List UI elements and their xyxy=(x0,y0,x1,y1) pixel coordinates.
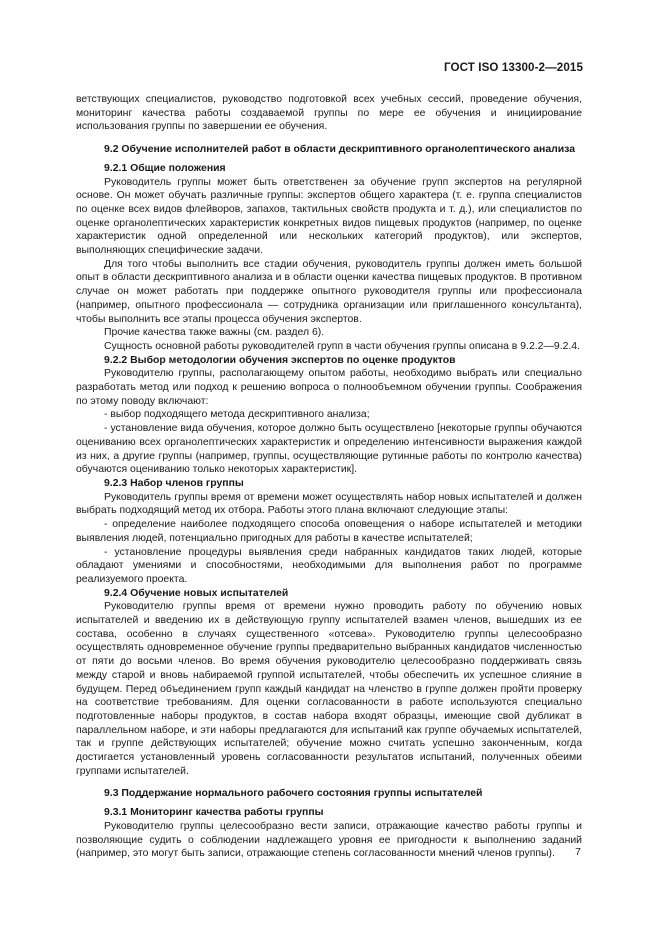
paragraph-9-2-1-c: Прочие качества также важны (см. раздел 6). xyxy=(104,327,325,339)
list-item-9-2-2-2: - установление вида обучения, которое должно быть осуществлено [некоторые группы обучаются оцениванию всех органолептических характеристик и определению интенсивности выражения каждой из них, а другие группы (например, группы, осуществляющие рутинные работы по контролю качества) обучаются оцениванию только некоторых характеристик]. xyxy=(76,423,582,476)
section-heading-9-2: 9.2 Обучение исполнителей работ в области дескриптивного органолептического анализа xyxy=(104,144,576,156)
paragraph-9-2-1-d: Сущность основной работы руководителей групп в части обучения группы описана в 9.2.2—9.2.4. xyxy=(104,340,581,352)
list-item-9-2-3-1: - определение наиболее подходящего способа оповещения о наборе испытателей и методики выявления людей, потенциально пригодных для работы в качестве испытателей; xyxy=(76,519,582,544)
subsection-heading-9-2-4: 9.2.4 Обучение новых испытателей xyxy=(104,587,289,599)
subsection-heading-9-2-1: 9.2.1 Общие положения xyxy=(104,162,226,174)
page-number: 7 xyxy=(575,846,581,858)
subsection-heading-9-3-1: 9.3.1 Мониторинг качества работы группы xyxy=(104,807,324,819)
paragraph-9-2-2-a: Руководителю группы, располагающему опытом работы, необходимо выбрать или специально разработать метод или подход к решению вопроса о полнообъемном обучении группы. Соображения по этому поводу включают: xyxy=(76,368,582,407)
document-body xyxy=(76,93,582,861)
paragraph-9-2-1-b: Для того чтобы выполнить все стадии обучения, руководитель группы должен иметь большой опыт в области дескриптивного анализа и в области оценки качества пищевых продуктов. В противном случае он может работать при поддержке опытного руководителя группы или профессионала (например, опытного профессионала — сотрудника организации или приглашенного консультанта), чтобы выполнить все этапы процесса обучения экспертов. xyxy=(76,258,582,325)
paragraph-9-2-3-a: Руководитель группы время от времени может осуществлять набор новых испытателей и должен выбрать подходящий метод их отбора. Работы этого плана включают следующие этапы: xyxy=(76,491,582,517)
section-heading-9-3: 9.3 Поддержание нормального рабочего состояния группы испытателей xyxy=(104,788,483,800)
subsection-heading-9-2-3: 9.2.3 Набор членов группы xyxy=(104,477,244,489)
paragraph-9-2-1-a: Руководитель группы может быть ответственен за обучение групп экспертов на регулярной основе. Он может обучать различные группы: экспертов общего характера (т. е. группа специалистов по оценке всех видов флейворов, запахов, тактильных свойств продукта и т. д.), или специалистов по оценке органолептических характеристик конкретных видов пищевых продуктов (например, по оценке характеристик одной определенной или нескольких категорий продуктов), или экспертов, выполняющих специфические задачи. xyxy=(76,176,582,257)
list-item-9-2-3-2: - установление процедуры выявления среди набранных кандидатов таких людей, которые обладают умениями и способностями, необходимыми для выполнения работ по программе реализуемого проекта. xyxy=(76,546,582,585)
subsection-heading-9-2-2: 9.2.2 Выбор методологии обучения экспертов по оценке продуктов xyxy=(104,354,456,366)
paragraph-9-2-4-a: Руководителю группы время от времени нужно проводить работу по обучению новых испытателей и введению их в действующую группу испытателей взамен членов, вышедших из ее состава, особенно в случаях существенного «отсева». Руководителю группы целесообразно осуществлять одновременное обучение группы предварительно выбранных кандидатов численностью от пяти до восьми членов. Во время обучения руководителю целесообразно поддерживать связь между старой и вновь набираемой группой испытателей, чтобы обеспечить их успешное слияние в будущем. Перед объединением групп каждый кандидат на членство в группе должен пройти проверку на соответствие требованиям. Для оценки согласованности в работе используются специально подготовленные наборы продуктов, в состав набора входят образцы, имеющие свой дубликат в параллельном наборе, и эти наборы предлагаются для испытаний как группе обучаемых испытателей, так и группе действующих испытателей; обучение можно считать успешно законченным, когда достигается установленный уровень согласованности результатов испытаний, полученных обеими группами испытателей. xyxy=(76,601,582,777)
list-item-9-2-2-1: - выбор подходящего метода дескриптивного анализа; xyxy=(104,409,370,421)
paragraph-9-3-1-a: Руководителю группы целесообразно вести записи, отражающие качество работы группы и позволяющие судить о соблюдении надлежащего уровня ее пригодности к выполнению заданий (например, это могут быть записи, отражающие степень согласованности мнений членов группы). xyxy=(76,820,582,860)
standard-header: ГОСТ ISO 13300-2—2015 xyxy=(443,61,583,74)
intro-paragraph: ветствующих специалистов, руководство подготовкой всех учебных сессий, проведение обучения, мониторинг качества работы создаваемой группы по мере ее обучения и инициирование использования группы по завершении ее обучения. xyxy=(76,94,582,133)
